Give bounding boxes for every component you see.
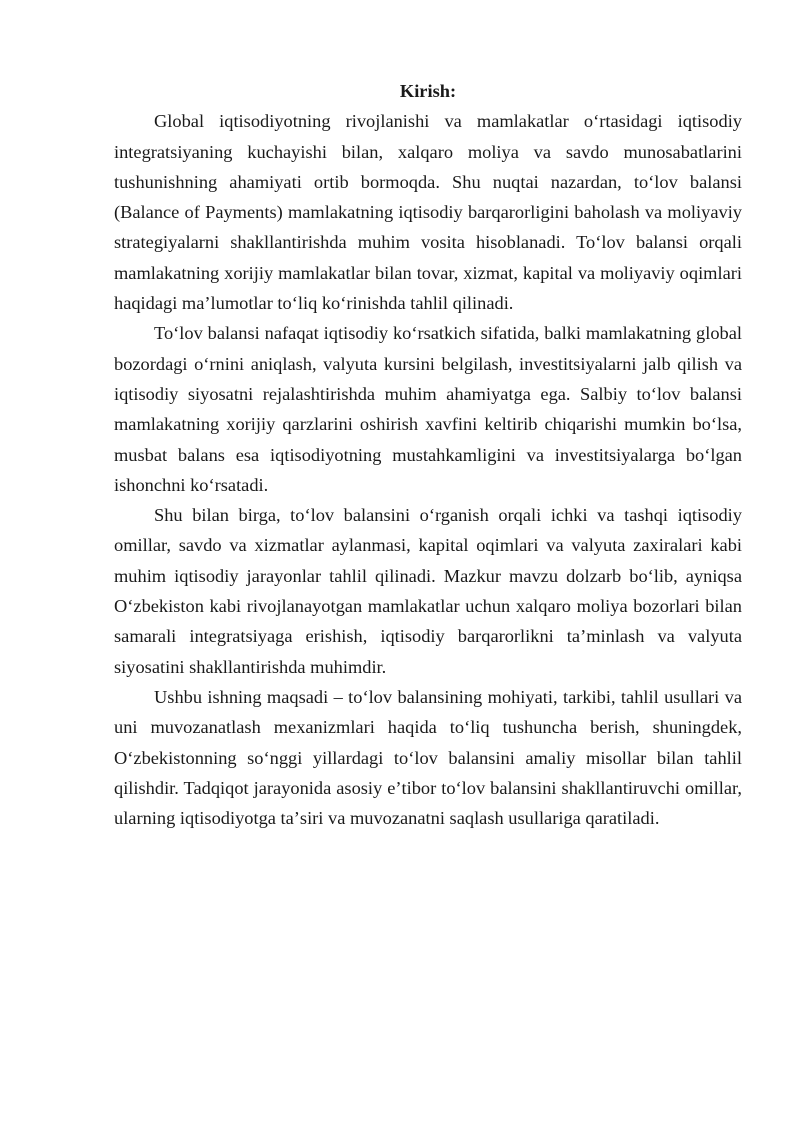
paragraph-1: Global iqtisodiyotning rivojlanishi va mamlakatlar oʻrtasidagi iqtisodiy integratsiyaning kuchayishi bilan, xalqaro moliya va savdo munosabatlarini tushunishning ahamiyati ortib bormoqda. Shu nuqtai nazardan, toʻlov balansi (Balance of Payments) mamlakatning iqtisodiy barqarorligini baholash va moliyaviy strategiyalarni shakllantirishda muhim vosita hisoblanadi. Toʻlov balansi orqali mamlakatning xorijiy mamlakatlar bilan tovar, xizmat, kapital va moliyaviy oqimlari haqidagi maʼlumotlar toʻliq koʻrinishda tahlil qilinadi. xyxy=(114,111,742,314)
paragraph-4: Ushbu ishning maqsadi – toʻlov balansining mohiyati, tarkibi, tahlil usullari va uni muvozanatlash mexanizmlari haqida toʻliq tushuncha berish, shuningdek, Oʻzbekistonning soʻnggi yillardagi toʻlov balansini amaliy misollar bilan tahlil qilishdir. Tadqiqot jarayonida asosiy eʼtibor toʻlov balansini shakllantiruvchi omillar, ularning iqtisodiyotga taʼsiri va muvozanatni saqlash usullariga qaratiladi. xyxy=(114,686,742,829)
section-title: Kirish: xyxy=(399,81,457,101)
paragraph-3: Shu bilan birga, toʻlov balansini oʻrganish orqali ichki va tashqi iqtisodiy omillar, savdo va xizmatlar aylanmasi, kapital oqimlari va valyuta zaxiralari kabi muhim iqtisodiy jarayonlar tahlil qilinadi. Mazkur mavzu dolzarb boʻlib, ayniqsa Oʻzbekiston kabi rivojlanayotgan mamlakatlar uchun xalqaro moliya bozorlari bilan samarali integratsiyaga erishish, iqtisodiy barqarorlikni taʼminlash va valyuta siyosatini shakllantirishda muhimdir. xyxy=(114,505,742,677)
document-body xyxy=(114,76,742,833)
paragraph-2: Toʻlov balansi nafaqat iqtisodiy koʻrsatkich sifatida, balki mamlakatning global bozordagi oʻrnini aniqlash, valyuta kursini belgilash, investitsiyalarni jalb qilish va iqtisodiy siyosatni rejalashtirishda muhim ahamiyatga ega. Salbiy toʻlov balansi mamlakatning xorijiy qarzlarini oshirish xavfini keltirib chiqarishi mumkin boʻlsa, musbat balans esa iqtisodiyotning mustahkamligini va investitsiyalarga boʻlgan ishonchni koʻrsatadi. xyxy=(114,323,742,495)
